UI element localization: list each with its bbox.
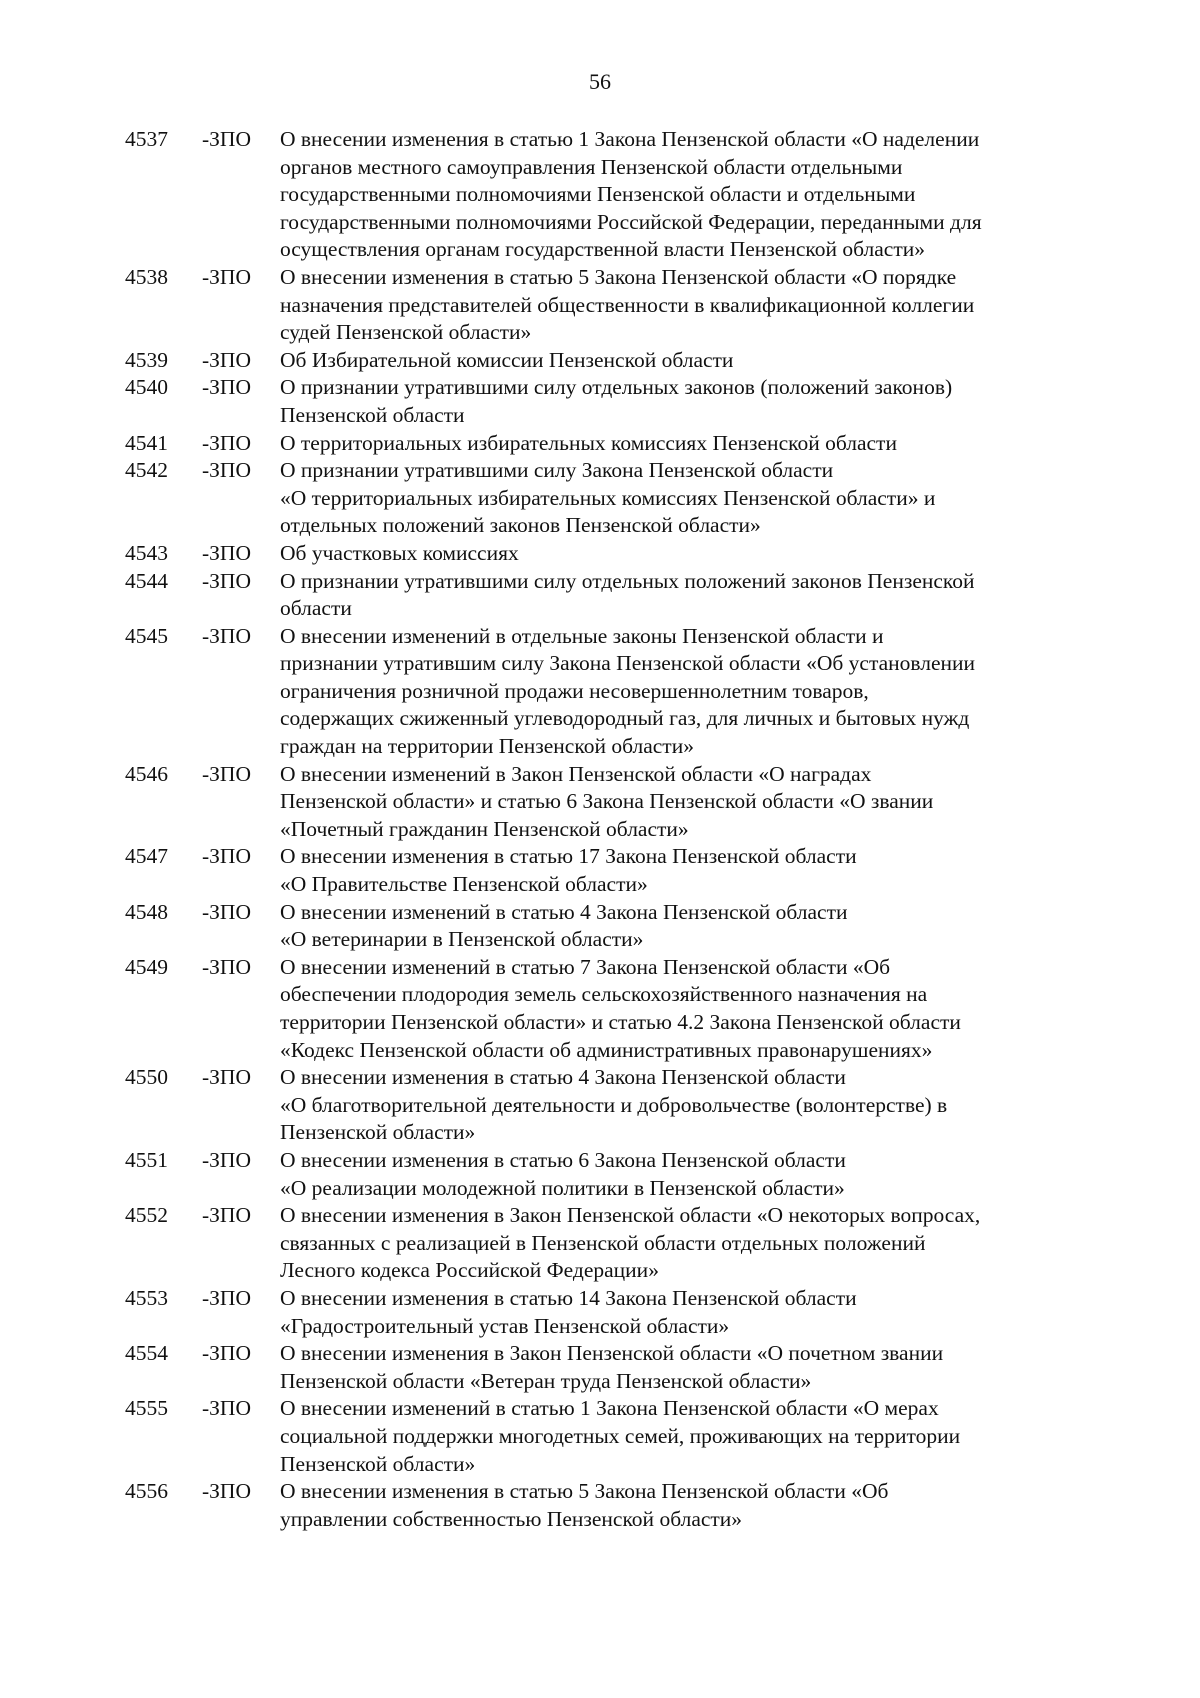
law-title-line: Пензенской области «Ветеран труда Пензенской области» xyxy=(280,1368,812,1393)
law-code: -ЗПО xyxy=(202,127,251,151)
law-title-line: О внесении изменения в статью 5 Закона Пензенской области «Об xyxy=(280,1479,889,1504)
law-entry xyxy=(0,568,1200,623)
law-number: 4553 xyxy=(125,1285,168,1310)
law-title-line: Пензенской области» xyxy=(280,1451,476,1476)
law-list xyxy=(0,126,1200,1533)
law-title-line: территории Пензенской области» и статью 4.2 Закона Пензенской области xyxy=(280,1010,961,1034)
law-title xyxy=(280,1395,1080,1478)
law-title-line: О внесении изменения в Закон Пензенской области «О некоторых вопросах, xyxy=(280,1203,981,1228)
law-entry xyxy=(0,1147,1200,1202)
law-number: 4556 xyxy=(125,1479,168,1504)
law-title xyxy=(280,457,1080,540)
law-number: 4542 xyxy=(125,458,168,483)
law-title-line: О внесении изменений в отдельные законы Пензенской области и xyxy=(280,623,884,648)
law-title xyxy=(280,899,1080,954)
law-entry xyxy=(0,347,1200,375)
law-title-line: Пензенской области» xyxy=(280,1120,476,1145)
law-title-line: «О реализации молодежной политики в Пензенской области» xyxy=(280,1175,845,1200)
law-title xyxy=(280,843,1080,898)
law-code: -ЗПО xyxy=(202,264,251,289)
law-code: -ЗПО xyxy=(202,1285,251,1310)
law-title-line: обеспечении плодородия земель сельскохозяйственного назначения на xyxy=(280,982,928,1007)
law-title-line: органов местного самоуправления Пензенской области отдельными xyxy=(280,154,903,179)
law-code: -ЗПО xyxy=(202,1065,251,1090)
law-number: 4537 xyxy=(125,127,168,151)
law-code: -ЗПО xyxy=(202,623,251,648)
law-title xyxy=(280,540,1080,568)
law-title-line: Об Избирательной комиссии Пензенской области xyxy=(280,347,734,372)
law-code: -ЗПО xyxy=(202,761,251,786)
law-entry xyxy=(0,430,1200,458)
law-title-line: Пензенской области xyxy=(280,402,465,427)
law-title-line: О внесении изменений в статью 1 Закона Пензенской области «О мерах xyxy=(280,1396,939,1421)
law-entry xyxy=(0,457,1200,540)
law-number: 4550 xyxy=(125,1065,168,1090)
law-title xyxy=(280,1202,1080,1285)
law-title-line: О территориальных избирательных комиссиях Пензенской области xyxy=(280,430,897,455)
law-title-line: О признании утратившими силу отдельных положений законов Пензенской xyxy=(280,568,975,593)
law-title-line: социальной поддержки многодетных семей, проживающих на территории xyxy=(280,1423,961,1448)
law-code: -ЗПО xyxy=(202,1203,251,1228)
law-title xyxy=(280,954,1080,1064)
law-title xyxy=(280,126,1080,264)
law-entry xyxy=(0,126,1200,264)
law-number: 4538 xyxy=(125,264,168,289)
law-title xyxy=(280,623,1080,761)
law-entry xyxy=(0,1395,1200,1478)
law-code: -ЗПО xyxy=(202,430,251,455)
law-title-line: О внесении изменения в статью 1 Закона Пензенской области «О наделении xyxy=(280,127,980,151)
law-title xyxy=(280,347,1080,375)
law-title xyxy=(280,761,1080,844)
law-code: -ЗПО xyxy=(202,347,251,372)
law-code: -ЗПО xyxy=(202,540,251,565)
law-title xyxy=(280,1340,1080,1395)
law-title-line: «Кодекс Пензенской области об административных правонарушениях» xyxy=(280,1037,933,1062)
law-code: -ЗПО xyxy=(202,844,251,869)
law-entry xyxy=(0,761,1200,844)
law-title-line: осуществления органам государственной власти Пензенской области» xyxy=(280,237,925,262)
law-entry xyxy=(0,1340,1200,1395)
law-title-line: Пензенской области» и статью 6 Закона Пензенской области «О звании xyxy=(280,789,934,814)
law-code: -ЗПО xyxy=(202,1396,251,1421)
law-entry xyxy=(0,954,1200,1064)
law-title-line: О внесении изменений в статью 7 Закона Пензенской области «Об xyxy=(280,954,891,979)
law-title-line: О внесении изменения в статью 17 Закона Пензенской области xyxy=(280,844,857,869)
law-number: 4552 xyxy=(125,1203,168,1228)
law-title-line: назначения представителей общественности в квалификационной коллегии xyxy=(280,292,975,317)
law-title-line: «О территориальных избирательных комиссиях Пензенской области» и xyxy=(280,485,936,510)
law-code: -ЗПО xyxy=(202,458,251,483)
law-title-line: О внесении изменения в Закон Пензенской области «О почетном звании xyxy=(280,1341,944,1366)
law-entry xyxy=(0,540,1200,568)
law-title-line: О признании утратившими силу отдельных законов (положений законов) xyxy=(280,375,953,400)
law-number: 4545 xyxy=(125,623,168,648)
law-entry xyxy=(0,1478,1200,1533)
law-title-line: управлении собственностью Пензенской области» xyxy=(280,1506,743,1531)
law-number: 4547 xyxy=(125,844,168,869)
law-code: -ЗПО xyxy=(202,1341,251,1366)
law-entry xyxy=(0,1285,1200,1340)
law-code: -ЗПО xyxy=(202,568,251,593)
law-title-line: области xyxy=(280,596,352,621)
law-title-line: Лесного кодекса Российской Федерации» xyxy=(280,1258,659,1283)
law-code: -ЗПО xyxy=(202,1147,251,1172)
law-entry xyxy=(0,1202,1200,1285)
law-number: 4539 xyxy=(125,347,168,372)
law-entry xyxy=(0,899,1200,954)
law-number: 4548 xyxy=(125,899,168,924)
law-number: 4546 xyxy=(125,761,168,786)
law-entry xyxy=(0,843,1200,898)
law-title-line: О внесении изменения в статью 4 Закона Пензенской области xyxy=(280,1065,846,1090)
law-code: -ЗПО xyxy=(202,375,251,400)
law-title xyxy=(280,264,1080,347)
law-title xyxy=(280,1147,1080,1202)
law-title-line: признании утратившим силу Закона Пензенской области «Об установлении xyxy=(280,651,976,676)
law-number: 4555 xyxy=(125,1396,168,1421)
law-title-line: О внесении изменения в статью 6 Закона Пензенской области xyxy=(280,1147,846,1172)
law-title-line: граждан на территории Пензенской области» xyxy=(280,734,694,759)
law-title-line: О внесении изменений в Закон Пензенской области «О наградах xyxy=(280,761,872,786)
law-number: 4551 xyxy=(125,1147,168,1172)
law-number: 4541 xyxy=(125,430,168,455)
law-title-line: О признании утратившими силу Закона Пензенской области xyxy=(280,458,834,483)
law-title-line: государственными полномочиями Пензенской области и отдельными xyxy=(280,182,916,207)
law-entry xyxy=(0,374,1200,429)
law-number: 4544 xyxy=(125,568,168,593)
law-title-line: О внесении изменения в статью 5 Закона Пензенской области «О порядке xyxy=(280,264,957,289)
law-title-line: «О благотворительной деятельности и добровольчестве (волонтерстве) в xyxy=(280,1092,948,1117)
law-title xyxy=(280,1285,1080,1340)
law-title-line: «О ветеринарии в Пензенской области» xyxy=(280,927,644,952)
law-title-line: содержащих сжиженный углеводородный газ, для личных и бытовых нужд xyxy=(280,706,970,731)
law-title xyxy=(280,430,1080,458)
law-title-line: О внесении изменений в статью 4 Закона Пензенской области xyxy=(280,899,848,924)
law-title-line: Об участковых комиссиях xyxy=(280,540,519,565)
law-number: 4549 xyxy=(125,954,168,979)
law-entry xyxy=(0,1064,1200,1147)
law-title-line: судей Пензенской области» xyxy=(280,320,532,345)
law-title xyxy=(280,374,1080,429)
law-title-line: государственными полномочиями Российской Федерации, переданными для xyxy=(280,209,982,234)
law-title-line: О внесении изменения в статью 14 Закона Пензенской области xyxy=(280,1285,857,1310)
law-title xyxy=(280,568,1080,623)
law-title-line: ограничения розничной продажи несовершеннолетним товаров, xyxy=(280,678,869,703)
law-title-line: «О Правительстве Пензенской области» xyxy=(280,872,648,897)
law-title-line: «Градостроительный устав Пензенской области» xyxy=(280,1313,730,1338)
law-code: -ЗПО xyxy=(202,899,251,924)
law-title-line: «Почетный гражданин Пензенской области» xyxy=(280,816,689,841)
law-entry xyxy=(0,264,1200,347)
page-number: 56 xyxy=(589,69,611,94)
law-code: -ЗПО xyxy=(202,1479,251,1504)
law-code: -ЗПО xyxy=(202,954,251,979)
law-title xyxy=(280,1064,1080,1147)
law-number: 4554 xyxy=(125,1341,168,1366)
law-title-line: отдельных положений законов Пензенской области» xyxy=(280,513,761,538)
law-number: 4540 xyxy=(125,375,168,400)
law-entry xyxy=(0,623,1200,761)
law-title xyxy=(280,1478,1080,1533)
law-title-line: связанных с реализацией в Пензенской области отдельных положений xyxy=(280,1230,926,1255)
law-number: 4543 xyxy=(125,540,168,565)
